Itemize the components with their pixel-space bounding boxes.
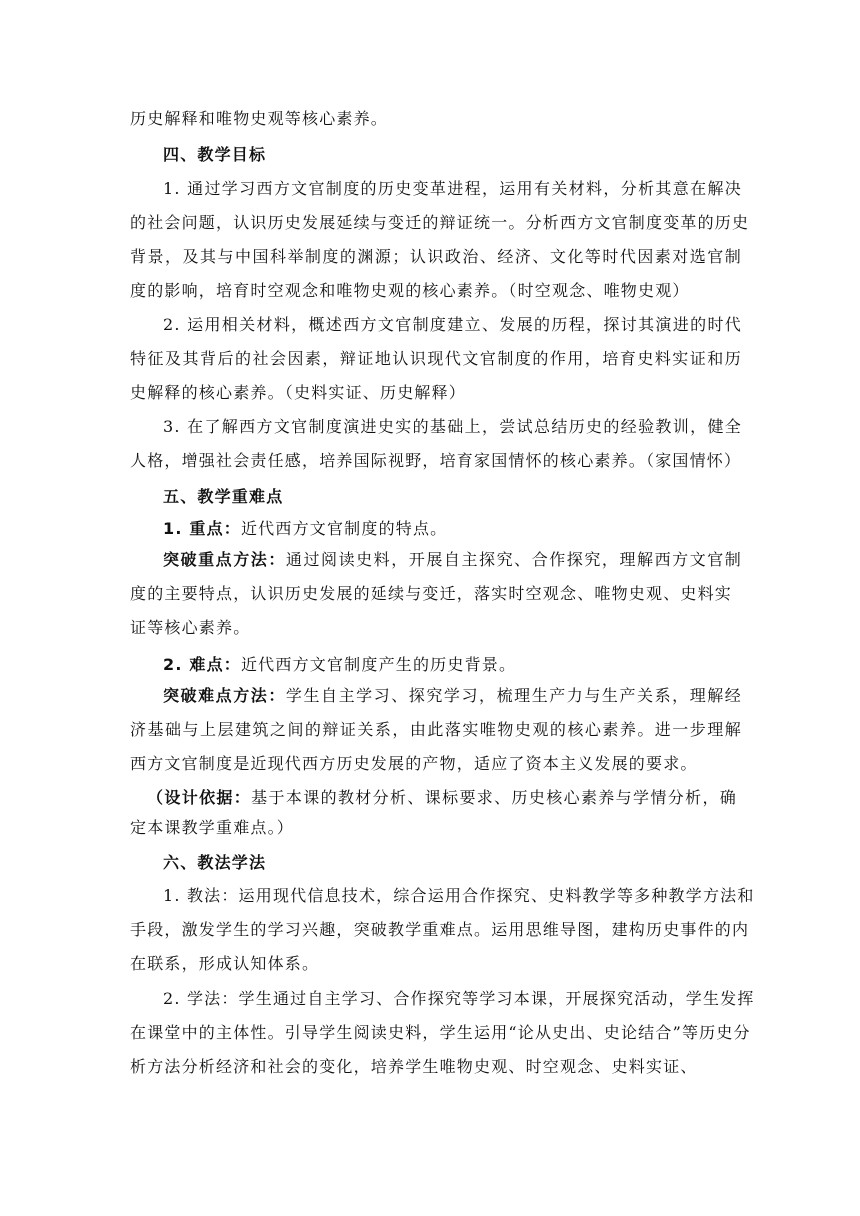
difficult-method-text: 学生自主学习、探究学习，梳理生产力与生产关系，理解经 (285, 686, 743, 705)
key-method-label: 突破重点方法： (163, 550, 286, 569)
learning-method-line: 2. 学法：学生通过自主学习、合作探究等学习本课，开展探究活动，学生发挥 (163, 989, 755, 1008)
difficult-point-line (163, 654, 775, 676)
teaching-method-line: 1. 教法：运用现代信息技术，综合运用合作探究、史料教学等多种教学方法和 (163, 886, 755, 905)
objective-2-line: 2. 运用相关材料，概述西方文官制度建立、发展的历程，探讨其演进的时代 (163, 315, 742, 334)
objective-1-line: 背景，及其与中国科举制度的渊源；认识政治、经济、文化等时代因素对选官制 (130, 247, 742, 266)
learning-method-line: 析方法分析经济和社会的变化，培养学生唯物史观、时空观念、史料实证、 (130, 1057, 698, 1076)
design-basis-line (147, 787, 737, 809)
objective-2-line: 特征及其背后的社会因素，辩证地认识现代文官制度的作用，培育史料实证和历 (130, 349, 742, 368)
design-basis-text: 基于本课的教材分析、课标要求、历史核心素养与学情分析，确 (251, 788, 738, 807)
objective-1-line: 1. 通过学习西方文官制度的历史变革进程，运用有关材料，分析其意在解决 (163, 179, 742, 198)
objective-3-line: 3. 在了解西方文官制度演进史实的基础上，尝试总结历史的经验教训，健全 (163, 417, 742, 436)
key-method-line: 度的主要特点，认识历史发展的延续与变迁，落实时空观念、唯物史观、史料实 (130, 584, 733, 603)
section-heading-methods: 六、教法学法 (163, 853, 267, 872)
key-point-label: 1. 重点： (163, 519, 241, 538)
objective-3-line: 人格，增强社会责任感，培养国际视野，培育家国情怀的核心素养。（家国情怀） (130, 451, 742, 470)
key-method-line: 证等核心素养。 (130, 618, 251, 637)
difficult-method-line: 西方文官制度是近现代西方历史发展的产物，适应了资本主义发展的要求。 (130, 754, 698, 773)
design-basis-line: 定本课教学重难点。） (130, 818, 295, 837)
objective-1-line: 的社会问题，认识历史发展延续与变迁的辩证统一。分析西方文官制度变革的历史 (130, 213, 750, 232)
difficult-method-line: 济基础与上层建筑之间的辩证关系，由此落实唯物史观的核心素养。进一步理解 (130, 720, 742, 739)
key-point-line (163, 518, 775, 540)
difficult-point-text: 近代西方文官制度产生的历史背景。 (240, 655, 517, 674)
difficult-point-label: 2. 难点： (163, 655, 241, 674)
text-line: 历史解释和唯物史观等核心素养。 (130, 109, 389, 128)
key-method-text: 通过阅读史料，开展自主探究、合作探究，理解西方文官制 (285, 550, 743, 569)
design-basis-label: （设计依据： (147, 788, 252, 807)
objective-1-line: 度的影响，培育时空观念和唯物史观的核心素养。（时空观念、唯物史观） (130, 281, 690, 300)
key-method-line (163, 549, 742, 571)
section-heading-key-points: 五、教学重难点 (163, 487, 284, 506)
difficult-method-label: 突破难点方法： (163, 686, 286, 705)
teaching-method-line: 在联系，形成认知体系。 (130, 954, 320, 973)
section-heading-objectives: 四、教学目标 (163, 145, 267, 164)
learning-method-line: 在课堂中的主体性。引导学生阅读史料，学生运用“论从史出、史论结合”等历史分 (130, 1023, 751, 1042)
difficult-method-line (163, 685, 742, 707)
key-point-text: 近代西方文官制度的特点。 (240, 519, 448, 538)
objective-2-line: 史解释的核心素养。（史料实证、历史解释） (130, 383, 467, 402)
teaching-method-line: 手段，激发学生的学习兴趣，突破教学重难点。运用思维导图，建构历史事件的内 (130, 920, 750, 939)
